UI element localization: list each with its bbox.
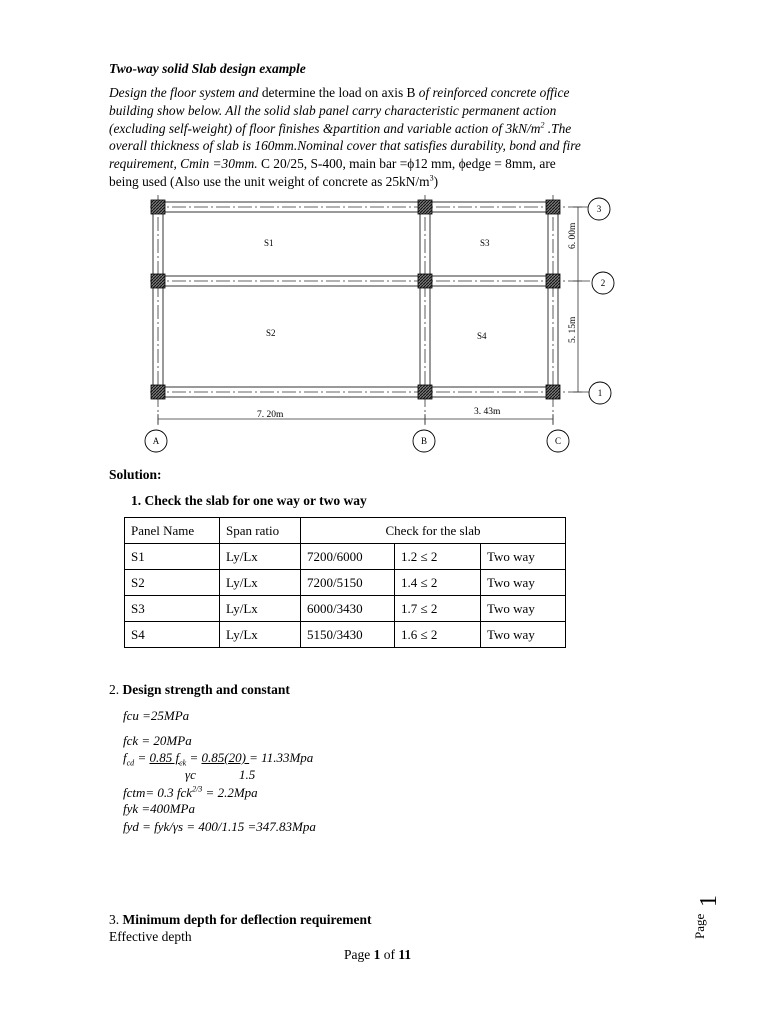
- panel-label-s2: S2: [266, 328, 276, 338]
- step-2-heading: [109, 682, 290, 698]
- table-row: [125, 570, 566, 596]
- intro-text: Design the floor system and: [109, 85, 259, 100]
- formula-fyk: fyk =400MPa: [123, 801, 195, 816]
- intro-text: overall thickness of slab is 160mm.Nominal cover that satisfies durability, bond and fire: [109, 138, 581, 154]
- dimension-x-2: 3. 43m: [474, 407, 501, 417]
- table-cell: 7200/6000: [301, 544, 395, 570]
- table-cell: 7200/5150: [301, 570, 395, 596]
- formula-fcd: [123, 750, 313, 766]
- column: [546, 385, 560, 399]
- table-cell: 5150/3430: [301, 622, 395, 648]
- panel-label-s3: S3: [480, 238, 490, 248]
- column: [546, 274, 560, 288]
- table-row: [125, 544, 566, 570]
- intro-text: C 20/25, S-400, main bar =ϕ12 mm, ϕedge = 8mm, are: [257, 156, 556, 172]
- beam-lines: [153, 202, 558, 397]
- formula-text: 0.85 f: [149, 750, 180, 765]
- step-title: Design strength and constant: [122, 682, 290, 697]
- table-cell: 1.4 ≤ 2: [395, 570, 481, 596]
- table-cell: Two way: [481, 544, 566, 570]
- dimension-y-2: 5. 15m: [568, 316, 578, 343]
- table-cell: Ly/Lx: [220, 570, 301, 596]
- floor-plan: [0, 0, 768, 470]
- formula-fck: fck = 20MPa: [123, 733, 192, 748]
- superscript: 3: [429, 173, 434, 183]
- formula-text: = 11.33Mpa: [249, 750, 314, 765]
- table-cell: Two way: [481, 596, 566, 622]
- column: [546, 200, 560, 214]
- column: [151, 200, 165, 214]
- axis-label-c: C: [554, 436, 562, 446]
- table-header: Check for the slab: [301, 518, 566, 544]
- step-number: 2.: [109, 682, 123, 697]
- formula-text: =: [134, 750, 150, 765]
- table-row: [125, 622, 566, 648]
- effective-depth-label: Effective depth: [109, 929, 192, 944]
- table-cell: S3: [125, 596, 220, 622]
- table-cell: 1.2 ≤ 2: [395, 544, 481, 570]
- intro-text: .The: [544, 120, 572, 136]
- subscript: cd: [126, 758, 135, 768]
- table-cell: S1: [125, 544, 220, 570]
- subscript: ck: [179, 758, 187, 768]
- step-number: 3.: [109, 912, 123, 927]
- step-3-heading: [109, 912, 371, 928]
- table-cell: 1.7 ≤ 2: [395, 596, 481, 622]
- table-cell: Ly/Lx: [220, 596, 301, 622]
- side-page-marker: [688, 893, 738, 943]
- table-row: [125, 596, 566, 622]
- table-cell: S2: [125, 570, 220, 596]
- formula-fcu: fcu =25MPa: [123, 708, 190, 723]
- axis-label-a: A: [152, 436, 160, 446]
- panel-label-s1: S1: [264, 238, 274, 248]
- slab-check-table: [124, 517, 566, 648]
- formula-denominator-1: γc: [185, 767, 196, 782]
- columns: [151, 200, 560, 399]
- table-cell: S4: [125, 622, 220, 648]
- superscript: 2: [540, 120, 545, 130]
- axis-label-b: B: [420, 436, 428, 446]
- formula-denominator-2: 1.5: [239, 767, 256, 782]
- footer-page-total: 11: [398, 947, 412, 962]
- column: [418, 274, 432, 288]
- intro-text: being used (Also use the unit weight of concrete as 25kN/m: [109, 173, 430, 189]
- center-lines: [150, 195, 585, 425]
- table-cell: Ly/Lx: [220, 622, 301, 648]
- column: [151, 274, 165, 288]
- formula-text: fctm= 0.3 fck: [123, 785, 193, 800]
- axis-label-1: 1: [597, 388, 603, 398]
- table-cell: Two way: [481, 622, 566, 648]
- intro-text: (excluding self-weight) of floor finishes &partition and variable action of 3kN/m: [109, 120, 541, 136]
- dimension-y-1: 6. 00m: [568, 222, 578, 249]
- formula-text: 0.85(20): [201, 750, 250, 765]
- step-1-heading: 1. Check the slab for one way or two way: [131, 493, 367, 508]
- formula-text: = 2.2Mpa: [202, 785, 258, 800]
- table-cell: 6000/3430: [301, 596, 395, 622]
- superscript: 2/3: [192, 784, 203, 794]
- column: [418, 200, 432, 214]
- page-footer: [344, 947, 411, 963]
- column: [418, 385, 432, 399]
- table-cell: Ly/Lx: [220, 544, 301, 570]
- intro-text: requirement, Cmin =30mm.: [109, 156, 258, 172]
- side-page-number: 1: [696, 895, 722, 907]
- table-cell: Two way: [481, 570, 566, 596]
- axis-label-3: 3: [596, 204, 602, 214]
- formula-text: =: [186, 750, 202, 765]
- side-page-word: Page: [692, 913, 707, 939]
- footer-text: of: [380, 947, 399, 962]
- panel-label-s4: S4: [477, 331, 487, 341]
- intro-text: determine the load on axis B: [258, 85, 419, 100]
- formula-text: f: [123, 750, 127, 765]
- table-cell: 1.6 ≤ 2: [395, 622, 481, 648]
- formula-fyd: fyd = fyk/γs = 400/1.15 =347.83Mpa: [123, 819, 316, 834]
- column: [151, 385, 165, 399]
- intro-text: ): [433, 173, 439, 189]
- footer-text: Page: [344, 947, 374, 962]
- table-header: Span ratio: [220, 518, 301, 544]
- step-title: Minimum depth for deflection requirement: [122, 912, 372, 927]
- table-header: Panel Name: [125, 518, 220, 544]
- dimension-x-1: 7. 20m: [257, 410, 284, 420]
- table-header-row: [125, 518, 566, 544]
- intro-text: of reinforced concrete office: [418, 85, 570, 100]
- document-title: Two-way solid Slab design example: [109, 61, 306, 76]
- axis-label-2: 2: [600, 278, 606, 288]
- formula-fctm: [123, 785, 258, 801]
- footer-page-number: 1: [373, 947, 381, 962]
- intro-text: building show below. All the solid slab panel carry characteristic permanent action: [109, 102, 557, 118]
- solution-heading: Solution:: [109, 467, 162, 482]
